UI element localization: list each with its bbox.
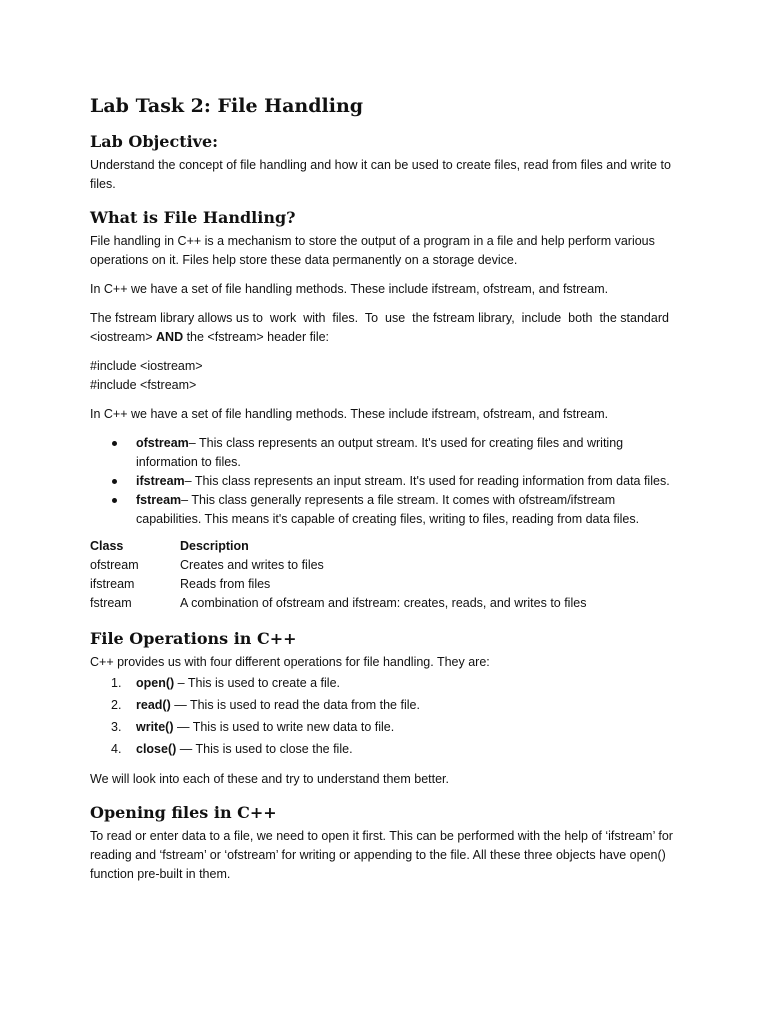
- operations-intro: C++ provides us with four different operations for file handling. They are:: [90, 655, 490, 669]
- include-iostream: #include <iostream>: [90, 359, 203, 373]
- list-item: [90, 672, 680, 694]
- bullet-term: ifstream: [136, 474, 185, 488]
- table-row: [90, 596, 586, 615]
- table-header-class: Class: [90, 539, 124, 553]
- operation-text: — This is used to close the file.: [176, 742, 353, 756]
- list-item: [90, 716, 680, 738]
- p3-bold: AND: [156, 330, 184, 344]
- bullet-term: fstream: [136, 493, 182, 507]
- bullet-text: – This class represents an input stream. It's used for reading information from data files.: [184, 474, 670, 488]
- bullet-term: ofstream: [136, 436, 189, 450]
- list-number: 3.: [111, 720, 122, 734]
- table-cell: Reads from files: [180, 577, 271, 591]
- operation-term: write(): [136, 720, 174, 734]
- operations-heading: File Operations in C++: [90, 629, 297, 648]
- bullet-text: – This class represents an output stream. It's used for creating files and writing information to files.: [136, 436, 624, 469]
- what-is-paragraph-4: In C++ we have a set of file handling methods. These include ifstream, ofstream, and fstream.: [90, 407, 609, 421]
- table-cell: ifstream: [90, 577, 135, 591]
- table-cell: ofstream: [90, 558, 139, 572]
- table-row: [90, 577, 586, 596]
- list-number: 2.: [111, 698, 122, 712]
- table-row: [90, 558, 586, 577]
- operation-term: close(): [136, 742, 177, 756]
- class-table: [90, 539, 586, 615]
- table-cell: A combination of ofstream and ifstream: creates, reads, and writes to files: [180, 596, 587, 610]
- operations-list: [90, 672, 680, 760]
- list-item: [90, 472, 680, 491]
- operations-outro: We will look into each of these and try to understand them better.: [90, 772, 450, 786]
- p3-end: the <fstream> header file:: [183, 330, 330, 344]
- list-item: [90, 694, 680, 716]
- opening-heading: Opening files in C++: [90, 803, 277, 822]
- bullet-icon: [112, 441, 117, 446]
- list-number: 1.: [111, 676, 122, 690]
- operation-text: — This is used to write new data to file.: [173, 720, 395, 734]
- page-title: Lab Task 2: File Handling: [90, 95, 364, 117]
- what-is-paragraph-2: In C++ we have a set of file handling methods. These include ifstream, ofstream, and fstream.: [90, 282, 609, 296]
- table-cell: Creates and writes to files: [180, 558, 324, 572]
- operation-term: open(): [136, 676, 175, 690]
- include-fstream: #include <fstream>: [90, 378, 197, 392]
- what-is-heading: What is File Handling?: [90, 208, 296, 227]
- table-header-description: Description: [180, 539, 249, 553]
- document-body: [90, 90, 680, 884]
- objective-heading: Lab Objective:: [90, 132, 219, 151]
- bullet-text: – This class generally represents a file stream. It comes with ofstream/ifstream capabilities. This means it's capable of creating files, writing to files, reading from data files.: [136, 493, 640, 526]
- table-header-row: [90, 539, 586, 558]
- objective-text: Understand the concept of file handling and how it can be used to create files, read from files and write to files.: [90, 158, 671, 191]
- class-bullet-list: [90, 434, 680, 529]
- list-item: [90, 738, 680, 760]
- list-number: 4.: [111, 742, 122, 756]
- bullet-icon: [112, 498, 117, 503]
- what-is-paragraph-1: File handling in C++ is a mechanism to store the output of a program in a file and help perform various operations on it. Files help store these data permanently on a storage device.: [90, 234, 655, 267]
- table-cell: fstream: [90, 596, 132, 610]
- bullet-icon: [112, 479, 117, 484]
- opening-text: To read or enter data to a file, we need to open it first. This can be performed with the help of ‘ifstream’ for reading and ‘fstream’ or ‘ofstream’ for writing or appending to the file. All these three objects have open() function pre-built in them.: [90, 829, 673, 881]
- what-is-paragraph-3: [90, 309, 680, 347]
- operation-text: – This is used to create a file.: [174, 676, 341, 690]
- list-item: [90, 434, 680, 472]
- p3-start: The fstream library allows us to work with files. To use the fstream library, include both the standard <iostream>: [90, 311, 673, 344]
- operation-term: read(): [136, 698, 171, 712]
- list-item: [90, 491, 680, 529]
- operation-text: — This is used to read the data from the file.: [170, 698, 420, 712]
